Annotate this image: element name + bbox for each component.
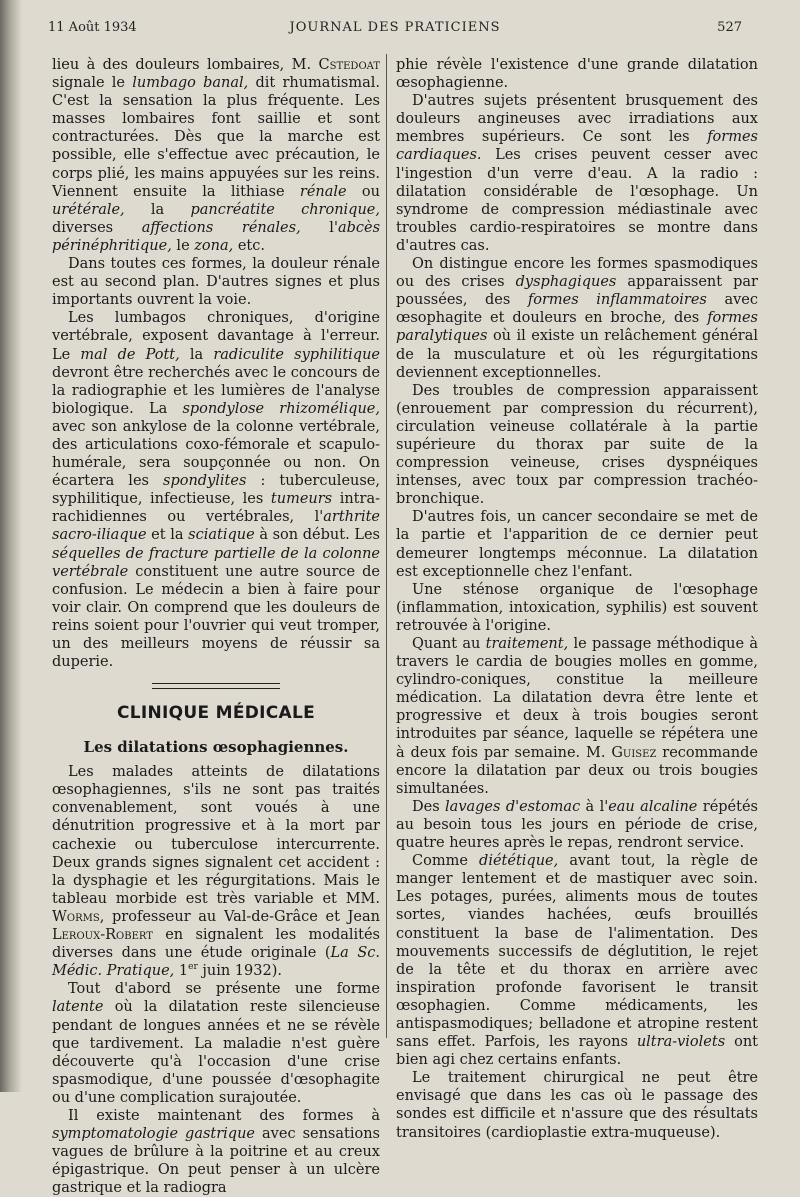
right-paragraph-7: Quant au traitement, le passage méthodique à travers le cardia de bougies molles en gomme, cylindro-coniques, constitue la meilleure médication. La dilatation devra être lente et progressive et deux à trois bougies seront introduites par séance, laquelle se répétera une à deux fois par semaine. M. Guisez recommande encore la dilatation par deux ou trois bougies simultanées. xyxy=(396,636,758,797)
right-paragraph-6: Une sténose organique de l'œsophage (inflammation, intoxication, syphilis) est souvent retrouvée à l'origine. xyxy=(396,581,758,634)
journal-title: JOURNAL DES PRATICIENS xyxy=(289,20,501,35)
right-paragraph-5: D'autres fois, un cancer secondaire se met de la partie et l'apparition de ce dernier peut demeurer longtemps méconnue. La dilatation est exceptionnelle chez l'enfant. xyxy=(396,509,758,580)
page-number: 527 xyxy=(717,20,742,35)
left-paragraph-5: Tout d'abord se présente une forme latente où la dilatation reste silencieuse pendant de longues années et ne se révèle que tardivement. La maladie n'est guère découverte qu'à l'occasion d'une crise spasmodique, d'une poussée d'œsophagite ou d'une complication surajoutée. xyxy=(52,981,380,1106)
right-paragraph-8: Des lavages d'estomac à l'eau alcaline répétés au besoin tous les jours en période de crise, quatre heures après le repas, rendront service. xyxy=(396,798,758,852)
right-paragraph-4: Des troubles de compression apparaissent (enrouement par compression du récurrent), circulation veineuse collatérale à la partie supérieure du thorax par suite de la compression veineuse, crises dyspnéiques intenses, avec toux par compression trachéo-bronchique. xyxy=(396,382,758,508)
right-column xyxy=(396,56,759,1141)
right-paragraph-9: Comme diététique, avant tout, la règle de manger lentement et de mastiquer avec soin. Les potages, purées, aliments mous de toutes sortes, viandes hachées, œufs brouillés constituent la base de l'alimentation. Des mouvements successifs de déglutition, le rejet de la tête et du thorax en arrière avec inspiration profonde favorisent le transit œsophagien. Comme médicaments, les antispasmodiques; belladone et atropine restent sans effet. Parfois, les rayons ultra-violets ont bien agi chez certains enfants. xyxy=(396,853,759,1069)
left-column xyxy=(52,56,381,1197)
page-binding-shadow xyxy=(0,0,22,1092)
right-paragraph-1: phie révèle l'existence d'une grande dilatation œsophagienne. xyxy=(396,57,758,92)
section-separator xyxy=(152,683,280,689)
left-paragraph-4: Les malades atteints de dilatations œsophagiennes, s'ils ne sont pas traités convenablement, sont voués à une dénutrition progressive et à la mort par cachexie ou tuberculose intercurrente. Deux grands signes signalent cet accident : la dysphagie et les régurgitations. Mais le tableau morbide est très variable et MM. Worms, professeur au Val-de-Grâce et Jean Leroux-Robert en signalent les modalités diverses dans une étude originale (La Sc. Médic. Pratique, 1er juin 1932). xyxy=(52,764,380,980)
right-paragraph-3: On distingue encore les formes spasmodiques ou des crises dysphagiques apparaissent par poussées, des formes inflammatoires avec œsophagite et douleurs en broche, des formes paralytiques où il existe un relâchement général de la musculature et où les régurgitations deviennent exceptionnelles. xyxy=(396,256,758,381)
running-header xyxy=(48,20,742,38)
column-divider xyxy=(386,54,387,1038)
left-paragraph-6: Il existe maintenant des formes à symptomatologie gastrique avec sensations vagues de brûlure à la poitrine et au creux épigastrique. On peut penser à un ulcère gastrique et la radiogra xyxy=(52,1107,380,1197)
author-name: Cstedoat xyxy=(318,57,380,73)
right-paragraph-10: Le traitement chirurgical ne peut être envisagé que dans les cas où le passage des sondes est difficile et n'assure que des résultats transitoires (cardioplastie extra-muqueuse). xyxy=(396,1070,758,1141)
author-name: Guisez xyxy=(611,744,657,761)
left-paragraph-1: lieu à des douleurs lombaires, M. Cstedoat signale le lumbago banal, dit rhumatismal. C'est la sensation la plus fréquente. Les masses lombaires font saillie et sont contracturées. Dès que la marche est possible, elle s'effectue avec précaution, le corps plié, les mains appuyées sur les reins. Viennent ensuite la lithiase rénale ou urétérale, la pancréatite chronique, diverses affections rénales, l'abcès périnéphritique, le zona, etc. xyxy=(52,57,381,254)
author-name: Leroux-Robert xyxy=(52,927,153,944)
left-paragraph-3: Les lumbagos chroniques, d'origine vertébrale, exposent davantage à l'erreur. Le mal de Pott, la radiculite syphilitique devront être recherchés avec le concours de la radiographie et les lumières de l'analyse biologique. La spondylose rhizomélique, avec son ankylose de la colonne vertébrale, des articulations coxo-fémorale et scapulo-humérale, sera soupçonnée ou non. On écartera les spondylites : tuberculeuse, syphilitique, infectieuse, les tumeurs intra-rachidiennes ou vertébrales, l'arthrite sacro-iliaque et la sciatique à son début. Les séquelles de fracture partielle de la colonne vertébrale constituent une autre source de confusion. Le médecin a bien à faire pour voir clair. On comprend que les douleurs de reins soient pour l'ouvrier qui veut tromper, un des meilleurs moyens de réussir sa duperie. xyxy=(52,310,380,671)
right-paragraph-2: D'autres sujets présentent brusquement des douleurs angineuses avec irradiations aux membres supérieurs. Ce sont les formes cardiaques. Les crises peuvent cesser avec l'ingestion d'un verre d'eau. A la radio : dilatation considérable de l'œsophage. Un syndrome de compression médiastinale avec troubles cardio-respiratoires se montre dans d'autres cas. xyxy=(396,93,758,254)
author-name: Worms xyxy=(52,908,100,925)
issue-date: 11 Août 1934 xyxy=(48,20,137,35)
article-title: Les dilatations œsophagiennes. xyxy=(83,738,349,757)
section-title: CLINIQUE MÉDICALE xyxy=(116,703,316,724)
left-paragraph-2: Dans toutes ces formes, la douleur rénale est au second plan. D'autres signes et plus importants ouvrent la voie. xyxy=(52,256,380,309)
